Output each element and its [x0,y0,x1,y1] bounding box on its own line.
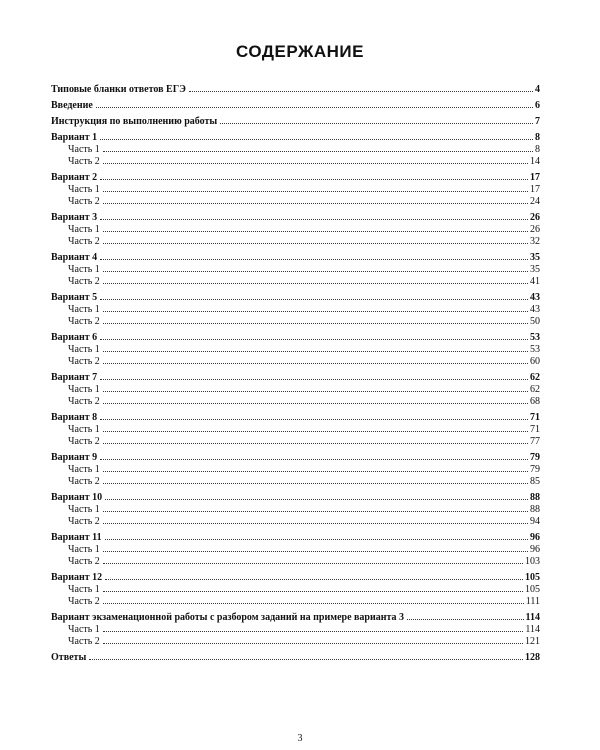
toc-entry-label: Вариант 11 [51,532,102,543]
toc-entry-label: Часть 2 [68,476,100,487]
toc-subentry[interactable] [51,276,540,288]
dot-leader [96,107,533,108]
toc-subentry[interactable] [51,156,540,168]
toc-section [51,492,540,528]
toc-entry[interactable] [51,572,540,584]
toc-section [51,212,540,248]
toc-entry-label: Вариант 10 [51,492,103,503]
dot-leader [103,523,528,524]
toc-entry[interactable] [51,372,540,384]
toc-entry[interactable] [51,292,540,304]
dot-leader [103,243,528,244]
toc-entry[interactable] [51,212,540,224]
toc-entry-label: Часть 1 [68,584,100,595]
toc-entry[interactable] [51,652,540,664]
dot-leader [103,471,528,472]
toc-entry[interactable] [51,132,540,144]
toc-entry-page: 68 [530,396,540,407]
toc-entry-page: 88 [530,492,540,503]
toc-entry-page: 121 [525,636,540,647]
toc-entry-page: 94 [530,516,540,527]
toc-subentry[interactable] [51,316,540,328]
toc-entry-page: 26 [530,224,540,235]
toc-entry-page: 85 [530,476,540,487]
toc-subentry[interactable] [51,556,540,568]
dot-leader [103,203,528,204]
toc-section [51,292,540,328]
toc-entry-page: 43 [530,292,540,303]
toc-entry-page: 8 [535,144,540,155]
toc-entry-label: Часть 1 [68,384,100,395]
dot-leader [103,483,528,484]
toc-entry-page: 79 [530,464,540,475]
toc-entry[interactable] [51,492,540,504]
toc-entry-label: Вариант 4 [51,252,98,263]
toc-subentry[interactable] [51,144,540,156]
toc-entry-label: Часть 2 [68,436,100,447]
toc-entry-label: Вариант 6 [51,332,98,343]
toc-section [51,132,540,168]
dot-leader [103,391,528,392]
toc-entry[interactable] [51,412,540,424]
toc-entry[interactable] [51,116,540,128]
toc-section [51,652,540,664]
toc-entry-page: 43 [530,304,540,315]
toc-entry-page: 53 [530,332,540,343]
toc-subentry[interactable] [51,624,540,636]
dot-leader [105,539,528,540]
toc-entry-page: 35 [530,264,540,275]
toc-subentry[interactable] [51,504,540,516]
dot-leader [103,283,528,284]
toc-entry[interactable] [51,612,540,624]
toc-entry-page: 111 [525,596,540,607]
toc-section [51,452,540,488]
toc-entry-label: Часть 2 [68,636,100,647]
toc-entry[interactable] [51,100,540,112]
dot-leader [100,139,533,140]
toc-entry-page: 105 [525,584,540,595]
dot-leader [407,619,524,620]
toc-entry-page: 96 [530,544,540,555]
toc-subentry[interactable] [51,516,540,528]
toc-entry-page: 62 [530,384,540,395]
toc-entry-label: Часть 2 [68,316,100,327]
dot-leader [103,431,528,432]
toc-entry[interactable] [51,252,540,264]
toc-entry-label: Вариант 8 [51,412,98,423]
toc-entry-page: 71 [530,424,540,435]
dot-leader [103,443,528,444]
toc-subentry[interactable] [51,596,540,608]
toc-entry-page: 71 [530,412,540,423]
toc-entry-page: 17 [530,172,540,183]
toc-subentry[interactable] [51,476,540,488]
toc-subentry[interactable] [51,544,540,556]
toc-section [51,412,540,448]
toc-entry-page: 24 [530,196,540,207]
toc-entry-label: Часть 1 [68,264,100,275]
toc-entry-page: 105 [525,572,540,583]
dot-leader [100,299,528,300]
toc-entry-page: 62 [530,372,540,383]
toc-section [51,172,540,208]
toc-entry-page: 88 [530,504,540,515]
toc-entry-label: Вариант 2 [51,172,98,183]
toc-entry-label: Часть 2 [68,596,100,607]
toc-entry-label: Часть 1 [68,464,100,475]
toc-entry-label: Ответы [51,652,87,663]
dot-leader [103,363,528,364]
toc-section [51,116,540,128]
toc-subentry[interactable] [51,344,540,356]
toc-subentry[interactable] [51,636,540,648]
toc-section [51,100,540,112]
toc-entry-label: Вариант 3 [51,212,98,223]
dot-leader [103,151,533,152]
toc-section [51,572,540,608]
dot-leader [103,323,528,324]
toc-entry-page: 7 [535,116,540,127]
toc-entry-page: 128 [525,652,540,663]
toc-section [51,532,540,568]
dot-leader [100,459,528,460]
dot-leader [105,499,528,500]
dot-leader [89,659,523,660]
dot-leader [103,643,523,644]
toc-entry-label: Введение [51,100,93,111]
toc-entry-label: Часть 2 [68,516,100,527]
toc-entry-page: 14 [530,156,540,167]
toc-entry-label: Вариант 9 [51,452,98,463]
dot-leader [103,311,528,312]
dot-leader [103,191,528,192]
toc-entry[interactable] [51,84,540,96]
toc-entry-label: Часть 1 [68,344,100,355]
page-title: СОДЕРЖАНИЕ [236,42,364,61]
toc-section [51,84,540,96]
toc-entry-label: Часть 2 [68,276,100,287]
toc-entry-page: 4 [535,84,540,95]
dot-leader [103,591,523,592]
dot-leader [105,579,523,580]
dot-leader [220,123,533,124]
toc-entry-label: Вариант 1 [51,132,98,143]
toc-entry-page: 17 [530,184,540,195]
dot-leader [103,631,524,632]
toc-entry-page: 8 [535,132,540,143]
dot-leader [100,339,528,340]
toc-entry-label: Часть 2 [68,396,100,407]
toc-entry-label: Часть 1 [68,624,100,635]
table-of-contents [51,84,540,668]
toc-entry-label: Часть 2 [68,236,100,247]
toc-entry-label: Часть 1 [68,144,100,155]
toc-entry-page: 41 [530,276,540,287]
toc-entry-label: Типовые бланки ответов ЕГЭ [51,84,186,95]
dot-leader [100,379,528,380]
toc-subentry[interactable] [51,264,540,276]
toc-entry-label: Часть 1 [68,304,100,315]
toc-entry-label: Вариант экзаменационной работы с разбором заданий на примере варианта 3 [51,612,405,623]
toc-section [51,612,540,648]
toc-entry-label: Часть 2 [68,196,100,207]
toc-entry-label: Вариант 5 [51,292,98,303]
toc-entry-page: 6 [535,100,540,111]
toc-entry-label: Часть 1 [68,544,100,555]
toc-entry-label: Часть 1 [68,184,100,195]
dot-leader [103,231,528,232]
dot-leader [103,351,528,352]
toc-subentry[interactable] [51,384,540,396]
dot-leader [103,163,528,164]
page-number: 3 [297,733,303,744]
toc-section [51,252,540,288]
toc-entry-page: 32 [530,236,540,247]
toc-subentry[interactable] [51,304,540,316]
toc-entry-label: Часть 2 [68,356,100,367]
dot-leader [100,259,528,260]
toc-entry[interactable] [51,452,540,464]
toc-entry-page: 79 [530,452,540,463]
toc-subentry[interactable] [51,436,540,448]
toc-subentry[interactable] [51,464,540,476]
toc-entry-page: 77 [530,436,540,447]
toc-section [51,372,540,408]
toc-entry[interactable] [51,332,540,344]
dot-leader [103,563,523,564]
dot-leader [189,91,533,92]
toc-entry-label: Вариант 7 [51,372,98,383]
dot-leader [103,551,528,552]
toc-entry-label: Часть 2 [68,556,100,567]
toc-entry-label: Вариант 12 [51,572,103,583]
toc-subentry[interactable] [51,224,540,236]
toc-entry-page: 26 [530,212,540,223]
toc-entry-page: 53 [530,344,540,355]
toc-entry[interactable] [51,172,540,184]
toc-entry-page: 60 [530,356,540,367]
toc-entry-label: Часть 2 [68,156,100,167]
toc-entry-page: 96 [530,532,540,543]
toc-subentry[interactable] [51,236,540,248]
dot-leader [103,271,528,272]
toc-entry[interactable] [51,532,540,544]
toc-subentry[interactable] [51,184,540,196]
toc-entry-page: 114 [525,612,540,623]
toc-entry-page: 35 [530,252,540,263]
toc-entry-page: 114 [525,624,540,635]
dot-leader [103,403,528,404]
toc-entry-page: 103 [525,556,540,567]
dot-leader [100,219,528,220]
toc-entry-label: Часть 1 [68,424,100,435]
dot-leader [100,419,528,420]
toc-subentry[interactable] [51,396,540,408]
toc-subentry[interactable] [51,424,540,436]
toc-section [51,332,540,368]
dot-leader [103,603,524,604]
toc-subentry[interactable] [51,584,540,596]
dot-leader [103,511,528,512]
toc-subentry[interactable] [51,196,540,208]
toc-entry-label: Инструкция по выполнению работы [51,116,218,127]
dot-leader [100,179,528,180]
toc-entry-page: 50 [530,316,540,327]
toc-entry-label: Часть 1 [68,224,100,235]
toc-entry-label: Часть 1 [68,504,100,515]
toc-subentry[interactable] [51,356,540,368]
